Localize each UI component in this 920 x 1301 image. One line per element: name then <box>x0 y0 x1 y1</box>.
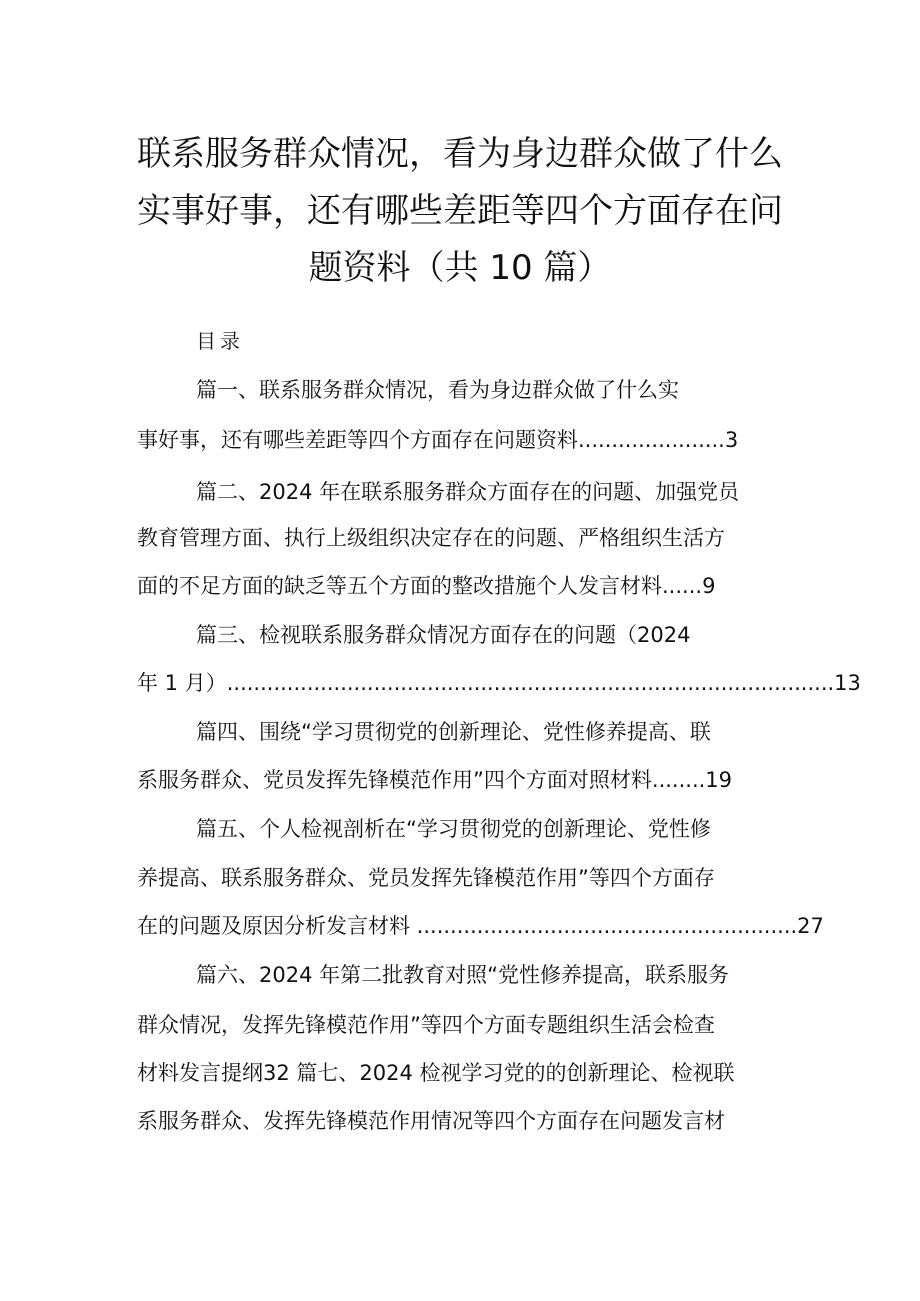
toc-entry-line[interactable] <box>137 863 715 893</box>
toc-entry-text: 事好事，还有哪些差距等四个方面存在问题资料 <box>137 428 578 452</box>
toc-leader-dots: ........ <box>651 768 706 792</box>
toc-entry-line[interactable] <box>137 425 738 455</box>
toc-entry-text: 养提高、联系服务群众、党员发挥先锋模范作用”等四个方面存 <box>137 866 715 890</box>
toc-leader-dots: ........................................................................................... <box>226 671 835 695</box>
toc-entry-line[interactable] <box>137 1058 735 1088</box>
toc-leader-dots: ......................................................... <box>410 914 798 938</box>
toc-entry-line[interactable] <box>137 1010 715 1040</box>
toc-entry-text: 系服务群众、党员发挥先锋模范作用”四个方面对照材料 <box>137 768 652 792</box>
toc-entry-text: 年 1 月） <box>137 671 227 695</box>
toc-entry-line[interactable] <box>137 571 715 601</box>
toc-leader-dots: ...................... <box>578 428 725 452</box>
document-title <box>130 126 790 297</box>
toc-entry-text: 篇六、2024 年第二批教育对照“党性修养提高，联系服务 <box>196 963 729 987</box>
toc-entry-line[interactable] <box>137 911 824 941</box>
toc-entry-text: 材料发言提纲32 篇七、2024 检视学习党的的创新理论、检视联 <box>137 1061 735 1085</box>
toc-entry-line[interactable] <box>137 1106 725 1136</box>
title-line: 实事好事，还有哪些差距等四个方面存在问 <box>137 191 783 231</box>
toc-entry-text: 群众情况，发挥先锋模范作用”等四个方面专题组织生活会检查 <box>137 1013 715 1037</box>
toc-heading: 目录 <box>196 329 244 353</box>
toc-leader-dots: ...... <box>662 574 703 598</box>
toc-entry-text: 篇三、检视联系服务群众情况方面存在的问题（2024 <box>196 623 691 647</box>
toc-page-number: 13 <box>834 671 861 695</box>
toc-entry-text: 篇一、联系服务群众情况，看为身边群众做了什么实 <box>196 378 679 402</box>
title-line: 联系服务群众情况，看为身边群众做了什么 <box>137 134 783 174</box>
toc-entry-line[interactable] <box>196 814 711 844</box>
toc-entry-text: 教育管理方面、执行上级组织决定存在的问题、严格组织生活方 <box>137 526 725 550</box>
toc-entry-line[interactable] <box>137 668 861 698</box>
toc-entry-line[interactable] <box>137 523 725 553</box>
toc-entry-line[interactable] <box>137 765 732 795</box>
toc-entry-text: 在的问题及原因分析发言材料 <box>137 914 410 938</box>
toc-entry-line[interactable] <box>196 620 690 650</box>
toc-entry-line[interactable] <box>196 477 739 507</box>
toc-entry-line[interactable] <box>196 375 679 405</box>
toc-page-number: 27 <box>797 914 824 938</box>
toc-page-number: 9 <box>702 574 716 598</box>
toc-entry-text: 篇四、围绕“学习贯彻党的创新理论、党性修养提高、联 <box>196 720 711 744</box>
title-line: 题资料（共 10 篇） <box>308 248 612 288</box>
toc-entry-text: 篇二、2024 年在联系服务群众方面存在的问题、加强党员 <box>196 480 740 504</box>
toc-entry-line[interactable] <box>196 717 711 747</box>
toc-page-number: 3 <box>724 428 739 452</box>
toc-entry-text: 篇五、个人检视剖析在“学习贯彻党的创新理论、党性修 <box>196 817 711 841</box>
toc-entry-line[interactable] <box>196 960 729 990</box>
toc-page-number: 19 <box>705 768 733 792</box>
toc-entry-text: 系服务群众、发挥先锋模范作用情况等四个方面存在问题发言材 <box>137 1109 725 1133</box>
toc-entry-text: 面的不足方面的缺乏等五个方面的整改措施个人发言材料 <box>137 574 662 598</box>
